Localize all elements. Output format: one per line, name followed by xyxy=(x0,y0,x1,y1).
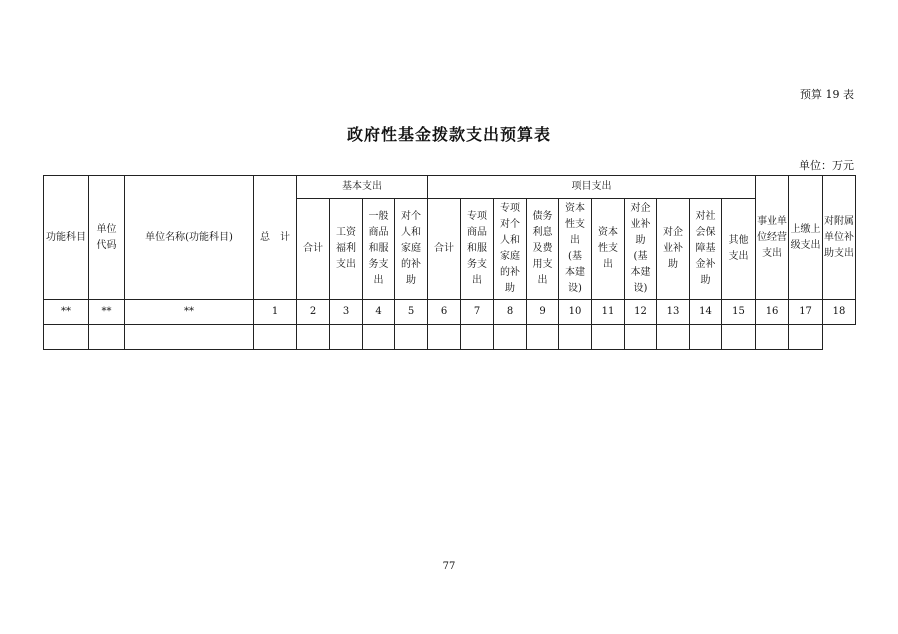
header-capital: 资本性支出 xyxy=(592,199,625,300)
index-cell: 5 xyxy=(395,300,428,325)
header-business-expenditure: 事业单位经营支出 xyxy=(756,176,789,300)
index-cell: 8 xyxy=(494,300,527,325)
header-enterprise-subsidy: 对企业补助 xyxy=(657,199,690,300)
header-special-personal: 专项对个人和家庭的补助 xyxy=(494,199,527,300)
index-cell: 11 xyxy=(592,300,625,325)
data-cell xyxy=(722,325,756,350)
data-cell xyxy=(297,325,330,350)
page-number: 77 xyxy=(442,561,456,572)
page-title: 政府性基金拨款支出预算表 xyxy=(346,125,551,144)
header-project-expenditure: 项目支出 xyxy=(428,176,756,199)
header-debt-interest: 债务利息及费用支出 xyxy=(527,199,559,300)
header-project-total: 合计 xyxy=(428,199,461,300)
header-capital-construction: 资本性支出(基本建设) xyxy=(559,199,592,300)
index-cell: 6 xyxy=(428,300,461,325)
header-enterprise-construction: 对企业补助(基本建设) xyxy=(625,199,657,300)
data-cell xyxy=(363,325,395,350)
index-cell: 17 xyxy=(789,300,823,325)
index-cell: 1 xyxy=(254,300,297,325)
data-cell xyxy=(89,325,125,350)
empty-data-row xyxy=(44,325,856,350)
data-cell xyxy=(461,325,494,350)
data-cell xyxy=(756,325,789,350)
data-cell xyxy=(789,325,823,350)
budget-table xyxy=(43,175,856,350)
header-goods-services: 一般商品和服务支出 xyxy=(363,199,395,300)
index-cell: ** xyxy=(125,300,254,325)
index-row xyxy=(44,300,856,325)
header-subsidiary-subsidy: 对附属单位补助支出 xyxy=(823,176,856,300)
header-basic-total: 合计 xyxy=(297,199,330,300)
form-number: 预算 19 表 xyxy=(800,88,854,101)
data-cell xyxy=(125,325,254,350)
index-cell: 9 xyxy=(527,300,559,325)
index-cell: 7 xyxy=(461,300,494,325)
index-cell: 16 xyxy=(756,300,789,325)
header-basic-expenditure: 基本支出 xyxy=(297,176,428,199)
data-cell xyxy=(657,325,690,350)
header-social-security: 对社会保障基金补助 xyxy=(690,199,722,300)
header-total: 总 计 xyxy=(254,176,297,300)
data-cell xyxy=(592,325,625,350)
header-func-subject: 功能科目 xyxy=(44,176,89,300)
index-cell: 2 xyxy=(297,300,330,325)
data-cell xyxy=(44,325,89,350)
data-cell xyxy=(254,325,297,350)
data-cell xyxy=(330,325,363,350)
index-cell: ** xyxy=(89,300,125,325)
index-cell: ** xyxy=(44,300,89,325)
data-cell xyxy=(527,325,559,350)
index-cell: 18 xyxy=(823,300,856,325)
header-unit-name: 单位名称(功能科目) xyxy=(125,176,254,300)
unit-label: 单位：万元 xyxy=(799,159,854,172)
index-cell: 3 xyxy=(330,300,363,325)
index-cell: 10 xyxy=(559,300,592,325)
index-cell: 13 xyxy=(657,300,690,325)
data-cell xyxy=(395,325,428,350)
header-salary-welfare: 工资福利支出 xyxy=(330,199,363,300)
header-special-goods: 专项商品和服务支出 xyxy=(461,199,494,300)
data-cell xyxy=(625,325,657,350)
data-cell xyxy=(494,325,527,350)
index-cell: 4 xyxy=(363,300,395,325)
index-cell: 14 xyxy=(690,300,722,325)
header-unit-code: 单位代码 xyxy=(89,176,125,300)
data-cell xyxy=(690,325,722,350)
data-cell xyxy=(428,325,461,350)
header-remit-superior: 上缴上级支出 xyxy=(789,176,823,300)
header-other: 其他支出 xyxy=(722,199,756,300)
index-cell: 15 xyxy=(722,300,756,325)
index-cell: 12 xyxy=(625,300,657,325)
header-personal-household: 对个人和家庭的补助 xyxy=(395,199,428,300)
data-cell xyxy=(559,325,592,350)
